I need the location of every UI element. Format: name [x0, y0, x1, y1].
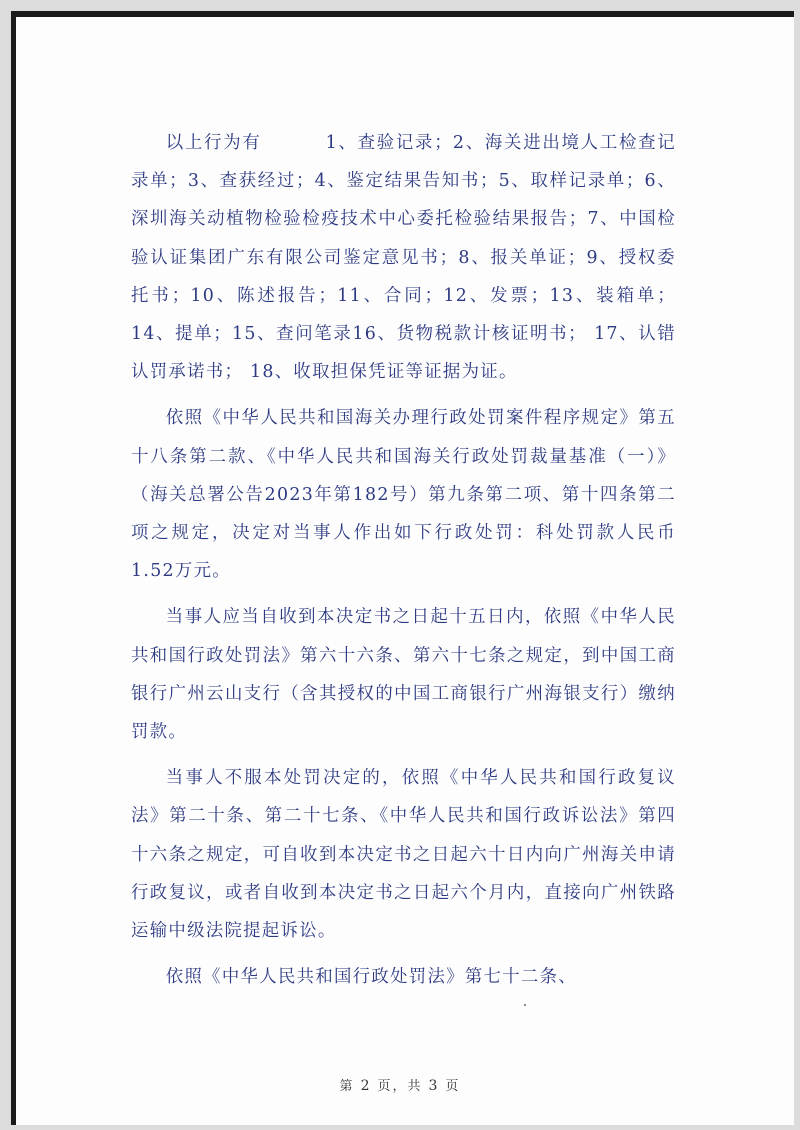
paragraph-penalty: 依照《中华人民共和国海关办理行政处罚案件程序规定》第五十八条第二款、《中华人民共和国海关行政处罚裁量基准（一）》（海关总署公告2023年第182号）第九条第二项、第十四条第二项之规定，决定对当事人作出如下行政处罚：科处罚款人民币1.52万元。	[131, 408, 676, 582]
paragraph-payment: 当事人应当自收到本决定书之日起十五日内，依照《中华人民共和国行政处罚法》第六十六条、第六十七条之规定，到中国工商银行广州云山支行（含其授权的中国工商银行广州海银支行）缴纳罚款。	[131, 607, 676, 743]
footer-total-pages: 3	[428, 1078, 440, 1094]
footer-prefix: 第	[339, 1079, 355, 1094]
footer-page-number: 2	[360, 1078, 372, 1094]
evidence-lead: 以上行为有	[165, 133, 262, 153]
footer-middle: 页，共	[377, 1079, 423, 1094]
scan-speck	[524, 1004, 526, 1006]
paragraph-continued: 依照《中华人民共和国行政处罚法》第七十二条、	[165, 967, 577, 988]
page-footer	[0, 1075, 800, 1094]
paragraph-appeal: 当事人不服本处罚决定的，依照《中华人民共和国行政复议法》第二十条、第二十七条、《中华人民共和国行政诉讼法》第四十六条之规定，可自收到本决定书之日起六十日内向广州海关申请行政复议，或者自收到本决定书之日起六个月内，直接向广州铁路运输中级法院提起诉讼。	[131, 768, 676, 942]
document-body	[131, 124, 676, 1004]
evidence-text: 1、查验记录；2、海关进出境人工检查记录单；3、查获经过；4、鉴定结果告知书；5、取样记录单；6、深圳海关动植物检验检疫技术中心委托检验结果报告；7、中国检验认证集团广东有限公司鉴定意见书；8、报关单证；9、授权委托书；10、陈述报告；11、合同；12、发票；13、装箱单；14、提单；15、查问笔录16、货物税款计核证明书； 17、认错认罚承诺书； 18、收取担保凭证等证据为证。	[131, 133, 676, 383]
paragraph-evidence	[131, 124, 676, 391]
footer-suffix: 页	[445, 1079, 461, 1094]
